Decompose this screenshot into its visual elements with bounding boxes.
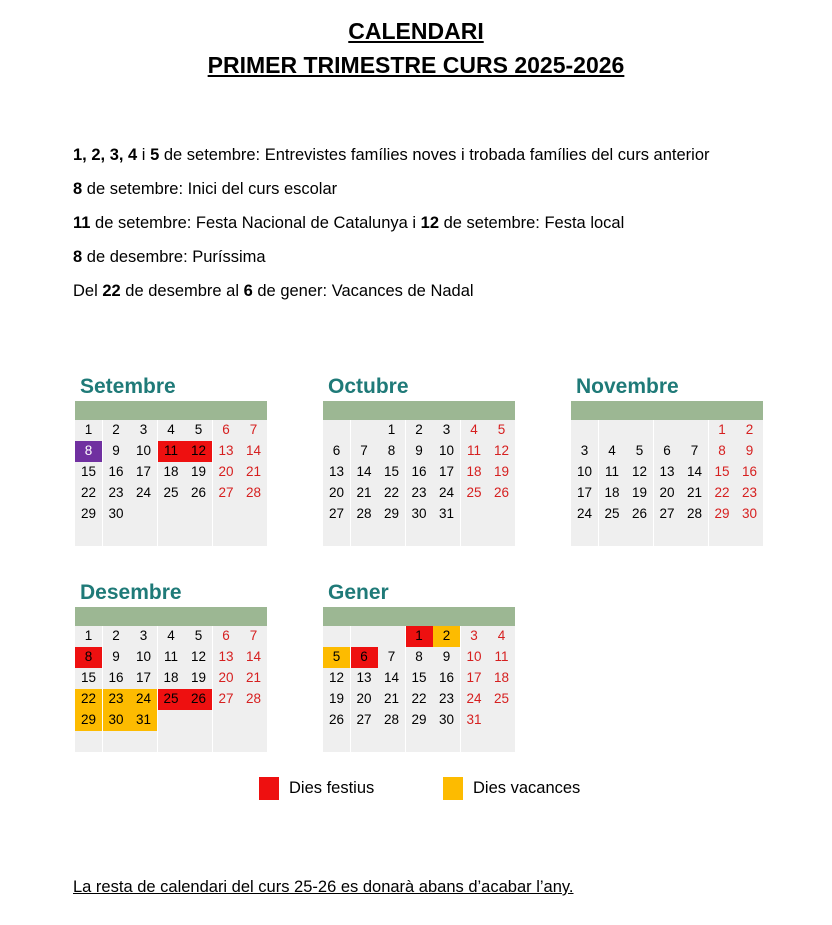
note-line — [73, 280, 733, 303]
note-date: 22 — [102, 282, 121, 300]
day-cell: 14 — [681, 462, 708, 483]
day-cell: 10 — [433, 441, 460, 462]
day-cell: 27 — [654, 504, 681, 525]
day-cell: 13 — [213, 441, 240, 462]
month-header-bar — [75, 401, 267, 420]
day-cell: 8 — [709, 441, 736, 462]
day-cell: 23 — [736, 483, 763, 504]
day-cell: 27 — [351, 710, 378, 731]
day-cell: 15 — [75, 668, 102, 689]
day-cell: 2 — [406, 420, 433, 441]
day-cell: 17 — [461, 668, 488, 689]
month-title: Setembre — [80, 375, 176, 398]
day-cell: 15 — [75, 462, 102, 483]
day-cell: 3 — [130, 626, 157, 647]
empty-cell — [433, 731, 460, 752]
day-cell: 3 — [433, 420, 460, 441]
empty-cell — [185, 731, 212, 752]
day-grid — [75, 420, 267, 546]
empty-cell — [654, 525, 681, 546]
day-cell: 31 — [461, 710, 488, 731]
empty-cell — [681, 420, 708, 441]
empty-cell — [488, 504, 515, 525]
day-cell: 21 — [240, 462, 267, 483]
day-cell: 13 — [213, 647, 240, 668]
day-cell: 4 — [488, 626, 515, 647]
note-text: de gener: Vacances de Nadal — [252, 282, 474, 300]
day-cell: 6 — [213, 420, 240, 441]
day-cell: 26 — [323, 710, 350, 731]
empty-cell — [488, 525, 515, 546]
day-cell: 29 — [75, 504, 102, 525]
day-cell: 7 — [681, 441, 708, 462]
empty-cell — [626, 525, 653, 546]
empty-cell — [488, 710, 515, 731]
empty-cell — [654, 420, 681, 441]
day-cell: 6 — [213, 626, 240, 647]
empty-cell — [130, 731, 157, 752]
note-text: Del — [73, 282, 103, 300]
day-cell: 24 — [433, 483, 460, 504]
day-cell: 11 — [158, 647, 185, 668]
legend-festius — [259, 777, 374, 800]
day-cell: 3 — [130, 420, 157, 441]
day-cell: 25 — [461, 483, 488, 504]
day-cell: 31 — [433, 504, 460, 525]
empty-cell — [213, 504, 240, 525]
day-cell: 27 — [213, 689, 240, 710]
empty-cell — [158, 710, 185, 731]
empty-cell — [240, 504, 267, 525]
day-cell: 12 — [626, 462, 653, 483]
day-cell: 2 — [433, 626, 460, 647]
day-cell: 17 — [130, 668, 157, 689]
day-cell: 30 — [736, 504, 763, 525]
empty-cell — [323, 626, 350, 647]
note-text: de setembre: Festa local — [439, 214, 625, 232]
day-cell: 5 — [185, 420, 212, 441]
day-cell: 11 — [461, 441, 488, 462]
empty-cell — [571, 525, 598, 546]
day-cell: 22 — [709, 483, 736, 504]
day-cell: 18 — [461, 462, 488, 483]
empty-cell — [185, 504, 212, 525]
empty-cell — [323, 525, 350, 546]
day-cell: 16 — [103, 668, 130, 689]
day-cell: 30 — [103, 504, 130, 525]
legend-vacances-swatch — [443, 777, 463, 800]
notes-list — [73, 144, 733, 314]
day-cell: 28 — [240, 483, 267, 504]
day-cell: 9 — [736, 441, 763, 462]
day-cell: 5 — [488, 420, 515, 441]
day-grid — [323, 420, 515, 546]
day-cell: 25 — [488, 689, 515, 710]
empty-cell — [709, 525, 736, 546]
month-title: Desembre — [80, 581, 182, 604]
day-cell: 24 — [130, 483, 157, 504]
day-cell: 30 — [406, 504, 433, 525]
note-text: de setembre: Entrevistes famílies noves i trobada famílies del curs anterior — [159, 146, 710, 164]
empty-cell — [433, 525, 460, 546]
empty-cell — [736, 525, 763, 546]
day-cell: 8 — [75, 647, 102, 668]
day-cell: 13 — [323, 462, 350, 483]
day-cell: 7 — [378, 647, 405, 668]
day-cell: 14 — [240, 647, 267, 668]
day-cell: 9 — [103, 441, 130, 462]
empty-cell — [158, 731, 185, 752]
note-text: de setembre: Inici del curs escolar — [82, 180, 338, 198]
day-cell: 19 — [185, 462, 212, 483]
note-date: 1, 2, 3, 4 — [73, 146, 138, 164]
empty-cell — [185, 710, 212, 731]
note-text: de desembre: Puríssima — [82, 248, 266, 266]
legend-vacances-label: Dies vacances — [473, 779, 581, 797]
note-line — [73, 144, 733, 167]
empty-cell — [75, 525, 102, 546]
day-cell: 22 — [378, 483, 405, 504]
day-grid — [571, 420, 763, 546]
day-cell: 20 — [654, 483, 681, 504]
day-cell: 5 — [626, 441, 653, 462]
day-cell: 9 — [406, 441, 433, 462]
day-cell: 4 — [158, 420, 185, 441]
day-cell: 19 — [488, 462, 515, 483]
note-date: 6 — [243, 282, 253, 300]
day-cell: 1 — [709, 420, 736, 441]
day-cell: 28 — [351, 504, 378, 525]
calendar-setembre — [75, 373, 267, 546]
empty-cell — [351, 626, 378, 647]
empty-cell — [213, 525, 240, 546]
empty-cell — [130, 504, 157, 525]
day-cell: 29 — [709, 504, 736, 525]
day-cell: 14 — [378, 668, 405, 689]
day-cell: 6 — [351, 647, 378, 668]
day-cell: 6 — [323, 441, 350, 462]
day-cell: 18 — [158, 462, 185, 483]
day-cell: 10 — [571, 462, 598, 483]
day-cell: 23 — [433, 689, 460, 710]
title-line-2: PRIMER TRIMESTRE CURS 2025-2026 — [207, 52, 625, 78]
empty-cell — [488, 731, 515, 752]
empty-cell — [158, 525, 185, 546]
day-cell: 14 — [351, 462, 378, 483]
empty-cell — [130, 525, 157, 546]
day-cell: 12 — [488, 441, 515, 462]
day-cell: 28 — [240, 689, 267, 710]
day-cell: 26 — [488, 483, 515, 504]
day-cell: 25 — [599, 504, 626, 525]
day-cell: 18 — [599, 483, 626, 504]
day-cell: 16 — [736, 462, 763, 483]
day-cell: 19 — [185, 668, 212, 689]
calendar-desembre — [75, 579, 267, 752]
empty-cell — [461, 525, 488, 546]
day-cell: 23 — [406, 483, 433, 504]
legend-vacances — [443, 777, 580, 800]
day-cell: 16 — [433, 668, 460, 689]
month-title: Gener — [328, 581, 389, 604]
day-cell: 16 — [406, 462, 433, 483]
note-date: 5 — [150, 146, 160, 164]
day-cell: 2 — [103, 626, 130, 647]
day-cell: 18 — [158, 668, 185, 689]
day-cell: 12 — [323, 668, 350, 689]
month-header-bar — [75, 607, 267, 626]
day-cell: 9 — [103, 647, 130, 668]
note-date: 12 — [420, 214, 439, 232]
empty-cell — [75, 731, 102, 752]
day-cell: 8 — [378, 441, 405, 462]
empty-cell — [213, 731, 240, 752]
month-header-bar — [323, 401, 515, 420]
footer-note: La resta de calendari del curs 25-26 es donarà abans d’acabar l’any. — [73, 878, 574, 896]
note-text: de setembre: Festa Nacional de Catalunya i — [90, 214, 421, 232]
day-cell: 6 — [654, 441, 681, 462]
day-cell: 7 — [240, 626, 267, 647]
day-cell: 24 — [130, 689, 157, 710]
empty-cell — [351, 731, 378, 752]
day-cell: 23 — [103, 689, 130, 710]
empty-cell — [323, 420, 350, 441]
day-cell: 20 — [213, 462, 240, 483]
day-cell: 26 — [185, 483, 212, 504]
empty-cell — [681, 525, 708, 546]
day-cell: 25 — [158, 483, 185, 504]
day-cell: 29 — [406, 710, 433, 731]
day-cell: 11 — [158, 441, 185, 462]
month-header-bar — [571, 401, 763, 420]
month-header-bar — [323, 607, 515, 626]
day-cell: 2 — [736, 420, 763, 441]
legend-festius-swatch — [259, 777, 279, 800]
day-cell: 23 — [103, 483, 130, 504]
day-cell: 12 — [185, 647, 212, 668]
day-cell: 25 — [158, 689, 185, 710]
day-cell: 10 — [130, 441, 157, 462]
day-cell: 24 — [571, 504, 598, 525]
day-cell: 22 — [75, 689, 102, 710]
calendar-novembre — [571, 373, 763, 546]
empty-cell — [599, 525, 626, 546]
day-cell: 21 — [240, 668, 267, 689]
day-cell: 17 — [571, 483, 598, 504]
empty-cell — [213, 710, 240, 731]
empty-cell — [240, 525, 267, 546]
day-cell: 24 — [461, 689, 488, 710]
day-cell: 31 — [130, 710, 157, 731]
empty-cell — [626, 420, 653, 441]
day-cell: 1 — [378, 420, 405, 441]
empty-cell — [378, 525, 405, 546]
empty-cell — [378, 731, 405, 752]
day-cell: 26 — [626, 504, 653, 525]
day-cell: 8 — [406, 647, 433, 668]
title-line-1: CALENDARI — [348, 18, 484, 44]
day-cell: 7 — [351, 441, 378, 462]
day-cell: 5 — [185, 626, 212, 647]
note-text: i — [137, 146, 151, 164]
day-cell: 1 — [75, 420, 102, 441]
empty-cell — [351, 420, 378, 441]
day-cell: 16 — [103, 462, 130, 483]
day-cell: 30 — [103, 710, 130, 731]
day-cell: 12 — [185, 441, 212, 462]
day-cell: 3 — [461, 626, 488, 647]
day-cell: 26 — [185, 689, 212, 710]
empty-cell — [185, 525, 212, 546]
note-date: 8 — [73, 180, 83, 198]
day-cell: 15 — [378, 462, 405, 483]
calendar-gener — [323, 579, 515, 752]
empty-cell — [461, 504, 488, 525]
day-cell: 4 — [461, 420, 488, 441]
month-title: Octubre — [328, 375, 409, 398]
day-cell: 21 — [351, 483, 378, 504]
day-cell: 1 — [406, 626, 433, 647]
empty-cell — [378, 626, 405, 647]
day-cell: 3 — [571, 441, 598, 462]
day-cell: 27 — [323, 504, 350, 525]
empty-cell — [240, 710, 267, 731]
day-cell: 18 — [488, 668, 515, 689]
day-cell: 14 — [240, 441, 267, 462]
note-line — [73, 178, 733, 201]
day-cell: 17 — [130, 462, 157, 483]
day-cell: 2 — [103, 420, 130, 441]
empty-cell — [351, 525, 378, 546]
note-line — [73, 246, 733, 269]
note-text: de desembre al — [120, 282, 244, 300]
note-date: 11 — [73, 214, 91, 232]
day-cell: 22 — [406, 689, 433, 710]
month-title: Novembre — [576, 375, 679, 398]
day-grid — [323, 626, 515, 752]
note-date: 8 — [73, 248, 83, 266]
day-cell: 9 — [433, 647, 460, 668]
day-cell: 4 — [599, 441, 626, 462]
day-cell: 8 — [75, 441, 102, 462]
note-line — [73, 212, 733, 235]
empty-cell — [240, 731, 267, 752]
day-cell: 1 — [75, 626, 102, 647]
legend-festius-label: Dies festius — [289, 779, 375, 797]
day-cell: 15 — [709, 462, 736, 483]
day-cell: 19 — [626, 483, 653, 504]
day-cell: 20 — [351, 689, 378, 710]
day-cell: 17 — [433, 462, 460, 483]
day-cell: 19 — [323, 689, 350, 710]
day-cell: 11 — [599, 462, 626, 483]
day-cell: 11 — [488, 647, 515, 668]
day-cell: 28 — [378, 710, 405, 731]
day-cell: 21 — [681, 483, 708, 504]
day-cell: 30 — [433, 710, 460, 731]
empty-cell — [406, 731, 433, 752]
day-cell: 22 — [75, 483, 102, 504]
day-cell: 5 — [323, 647, 350, 668]
day-cell: 29 — [378, 504, 405, 525]
day-cell: 20 — [213, 668, 240, 689]
empty-cell — [461, 731, 488, 752]
day-cell: 13 — [351, 668, 378, 689]
day-cell: 10 — [130, 647, 157, 668]
day-cell: 13 — [654, 462, 681, 483]
day-cell: 7 — [240, 420, 267, 441]
calendar-octubre — [323, 373, 515, 546]
empty-cell — [406, 525, 433, 546]
day-cell: 20 — [323, 483, 350, 504]
day-cell: 29 — [75, 710, 102, 731]
empty-cell — [103, 525, 130, 546]
empty-cell — [571, 420, 598, 441]
day-cell: 21 — [378, 689, 405, 710]
empty-cell — [158, 504, 185, 525]
day-cell: 10 — [461, 647, 488, 668]
empty-cell — [599, 420, 626, 441]
empty-cell — [103, 731, 130, 752]
day-grid — [75, 626, 267, 752]
day-cell: 4 — [158, 626, 185, 647]
day-cell: 28 — [681, 504, 708, 525]
day-cell: 15 — [406, 668, 433, 689]
empty-cell — [323, 731, 350, 752]
day-cell: 27 — [213, 483, 240, 504]
